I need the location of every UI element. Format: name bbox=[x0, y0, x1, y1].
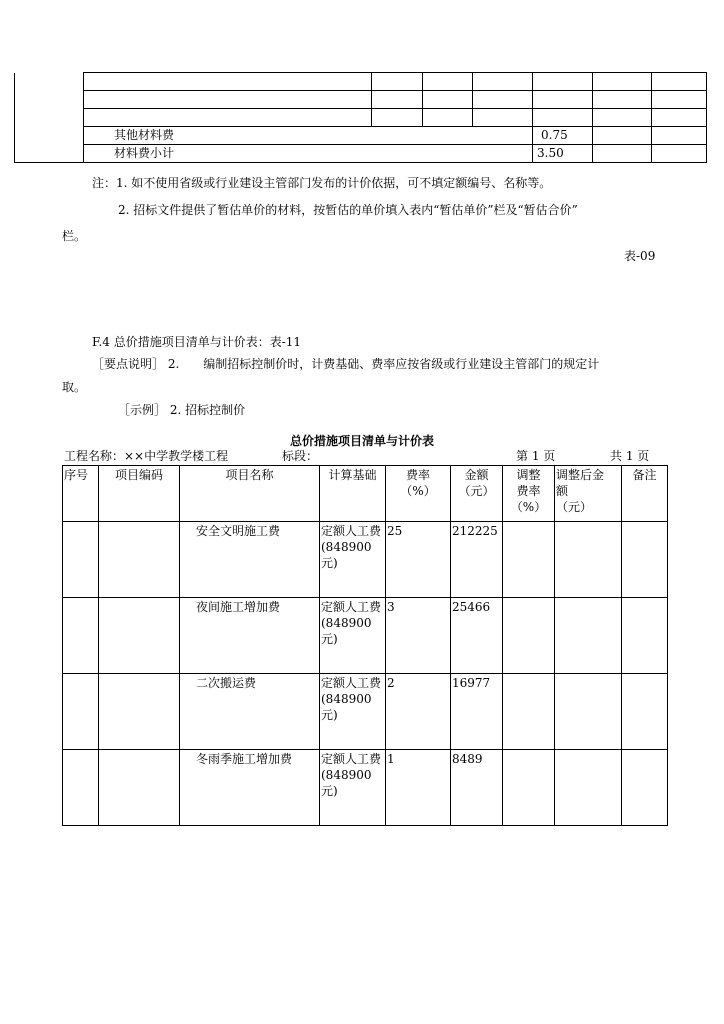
cell-amount: 16977 bbox=[451, 674, 503, 750]
table-row bbox=[15, 91, 707, 109]
cell-code bbox=[99, 750, 180, 826]
left-merged-cell bbox=[15, 73, 84, 163]
cell-rate: 2 bbox=[386, 674, 451, 750]
header-adj-amount: 调整后金 额 （元） bbox=[555, 466, 622, 522]
page-total: 共 1 页 bbox=[610, 449, 650, 463]
header-name: 项目名称 bbox=[180, 466, 320, 522]
cell-name: 安全文明施工费 bbox=[180, 522, 320, 598]
table-title: 总价措施项目清单与计价表 bbox=[289, 434, 434, 448]
table-cell bbox=[84, 109, 372, 127]
table-cell bbox=[84, 91, 372, 109]
measure-items-table bbox=[62, 465, 668, 826]
cell-basis: 定额人工费(848900元) bbox=[320, 522, 386, 598]
table-row bbox=[63, 750, 668, 826]
section-field: 标段： bbox=[282, 449, 319, 463]
note-1: 注：1. 如不使用省级或行业建设主管部门发布的计价依据，可不填定额编号、名称等。 bbox=[92, 176, 552, 190]
cell-seq bbox=[63, 674, 99, 750]
cell-basis: 定额人工费(848900元) bbox=[320, 750, 386, 826]
table-row bbox=[15, 127, 707, 145]
header-amount: 金额 （元） bbox=[451, 466, 503, 522]
table-header-row bbox=[63, 466, 668, 522]
cell-rate: 25 bbox=[386, 522, 451, 598]
key-point-line2: 取。 bbox=[62, 380, 87, 394]
header-code: 项目编码 bbox=[99, 466, 180, 522]
table-code: 表-09 bbox=[624, 249, 656, 263]
cell-name: 夜间施工增加费 bbox=[180, 598, 320, 674]
cell-name: 二次搬运费 bbox=[180, 674, 320, 750]
note-2-line2: 栏。 bbox=[62, 229, 87, 243]
cell-amount: 25466 bbox=[451, 598, 503, 674]
cell-amount: 212225 bbox=[451, 522, 503, 598]
table-row bbox=[15, 73, 707, 91]
section-heading: F.4 总价措施项目清单与计价表：表-11 bbox=[92, 335, 302, 349]
cell-adj-rate bbox=[503, 674, 555, 750]
table-row bbox=[63, 674, 668, 750]
cell-remark bbox=[622, 598, 668, 674]
header-adj-rate: 调整 费率 （%） bbox=[503, 466, 555, 522]
material-cost-table bbox=[14, 72, 707, 163]
cell-basis: 定额人工费(848900元) bbox=[320, 674, 386, 750]
cell-seq bbox=[63, 750, 99, 826]
table-row bbox=[63, 598, 668, 674]
cell-amount: 8489 bbox=[451, 750, 503, 826]
cell-remark bbox=[622, 750, 668, 826]
cell-rate: 3 bbox=[386, 598, 451, 674]
cell-code bbox=[99, 674, 180, 750]
cell-adj-rate bbox=[503, 522, 555, 598]
cell-rate: 1 bbox=[386, 750, 451, 826]
cell-adj-rate bbox=[503, 750, 555, 826]
table-row bbox=[63, 522, 668, 598]
cell-code bbox=[99, 598, 180, 674]
header-seq: 序号 bbox=[63, 466, 99, 522]
table-row bbox=[15, 145, 707, 163]
example-label: ［示例］ 2. 招标控制价 bbox=[118, 403, 246, 417]
cell-code bbox=[99, 522, 180, 598]
cell-remark bbox=[622, 674, 668, 750]
table-cell bbox=[84, 73, 372, 91]
material-subtotal-value: 3.50 bbox=[533, 145, 593, 163]
key-point-line1: ［要点说明］ 2. 编制招标控制价时，计费基础、费率应按省级或行业建设主管部门的规定计 bbox=[92, 357, 600, 371]
project-name: 工程名称：××中学教学楼工程 bbox=[64, 449, 229, 463]
header-basis: 计算基础 bbox=[320, 466, 386, 522]
other-material-label: 其他材料费 bbox=[84, 127, 533, 145]
note-2-line1: 2. 招标文件提供了暂估单价的材料，按暂估的单价填入表内“暂估单价”栏及“暂估合价” bbox=[118, 203, 578, 217]
cell-adj-rate bbox=[503, 598, 555, 674]
cell-seq bbox=[63, 522, 99, 598]
cell-adj-amount bbox=[555, 598, 622, 674]
cell-seq bbox=[63, 598, 99, 674]
other-material-value: 0.75 bbox=[533, 127, 593, 145]
cell-remark bbox=[622, 522, 668, 598]
page-number: 第 1 页 bbox=[516, 449, 556, 463]
cell-basis: 定额人工费(848900元) bbox=[320, 598, 386, 674]
header-rate: 费率 （%） bbox=[386, 466, 451, 522]
cell-adj-amount bbox=[555, 674, 622, 750]
cell-adj-amount bbox=[555, 522, 622, 598]
header-remark: 备注 bbox=[622, 466, 668, 522]
material-subtotal-label: 材料费小计 bbox=[84, 145, 533, 163]
cell-adj-amount bbox=[555, 750, 622, 826]
table-row bbox=[15, 109, 707, 127]
cell-name: 冬雨季施工增加费 bbox=[180, 750, 320, 826]
